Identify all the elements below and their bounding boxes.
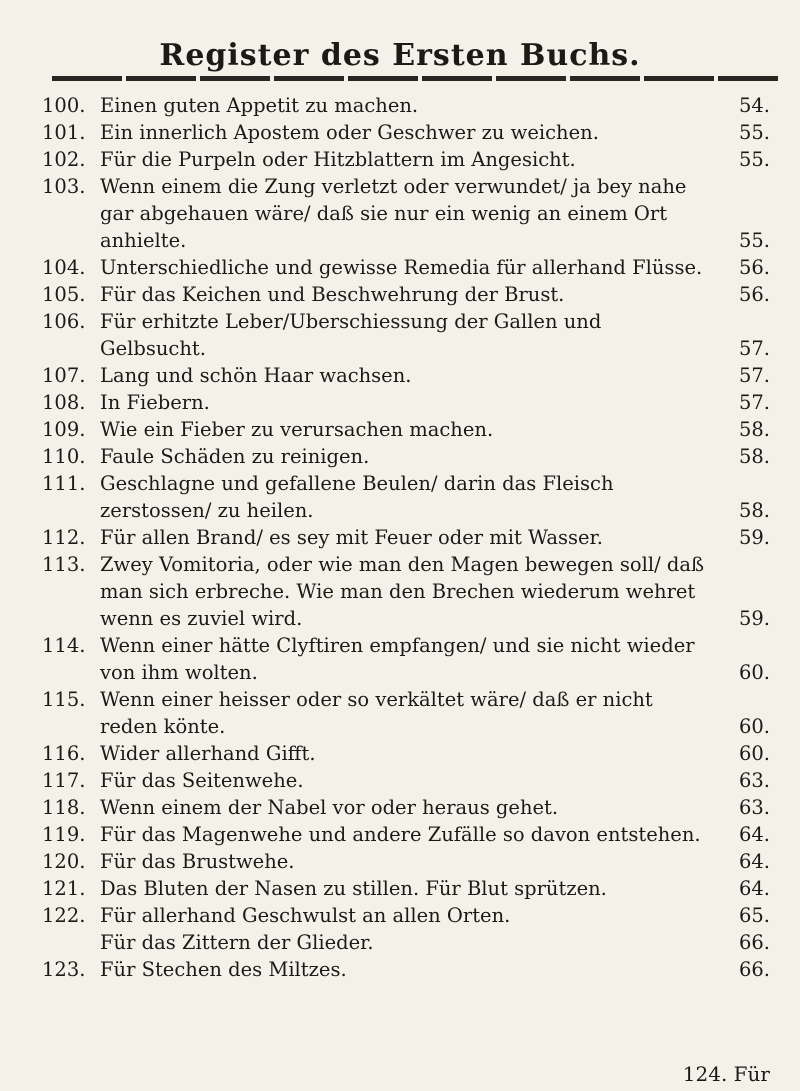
register-entry xyxy=(0,362,800,389)
header-rule xyxy=(52,76,778,81)
register-entry xyxy=(0,146,800,173)
entry-number: 113. xyxy=(42,553,86,576)
register-entry xyxy=(0,794,800,821)
entry-number: 122. xyxy=(42,904,86,927)
entry-text: Zwey Vomitoria, oder wie man den Magen bewegen soll/ daß man sich erbreche. Wie man den Brechen wiederum wehret wenn es zuviel wird. xyxy=(100,553,705,630)
register-entries xyxy=(0,92,800,983)
entry-text: Geschlagne und gefallene Beulen/ darin das Fleisch zerstossen/ zu heilen. xyxy=(100,472,614,522)
register-entry xyxy=(0,767,800,794)
entry-page: 58. xyxy=(738,445,770,468)
entry-number: 123. xyxy=(42,958,86,981)
entry-page: 55. xyxy=(738,121,770,144)
entry-number: 119. xyxy=(42,823,86,846)
register-entry xyxy=(0,875,800,902)
entry-page: 60. xyxy=(738,715,770,738)
register-entry xyxy=(0,173,800,254)
entry-text: Ein innerlich Apostem oder Geschwer zu weichen. xyxy=(100,121,599,144)
entry-text: Wenn einer hätte Clyftiren empfangen/ und sie nicht wieder von ihm wolten. xyxy=(100,634,695,684)
register-entry xyxy=(0,119,800,146)
entry-page: 59. xyxy=(738,607,770,630)
register-entry xyxy=(0,929,800,956)
register-entry xyxy=(0,524,800,551)
entry-page: 55. xyxy=(738,229,770,252)
entry-number: 100. xyxy=(42,94,86,117)
register-entry xyxy=(0,308,800,362)
catchword: 124. Für xyxy=(682,1062,770,1086)
entry-text: Das Bluten der Nasen zu stillen. Für Blut sprützen. xyxy=(100,877,607,900)
page-title: Register des Ersten Buchs. xyxy=(159,38,641,73)
entry-page: 57. xyxy=(738,337,770,360)
entry-number: 114. xyxy=(42,634,86,657)
entry-text: Unterschiedliche und gewisse Remedia für allerhand Flüsse. xyxy=(100,256,703,279)
entry-page: 60. xyxy=(738,661,770,684)
register-entry xyxy=(0,92,800,119)
entry-text: Wenn einem der Nabel vor oder heraus gehet. xyxy=(100,796,559,819)
entry-text: Für allen Brand/ es sey mit Feuer oder mit Wasser. xyxy=(100,526,603,549)
register-entry xyxy=(0,470,800,524)
entry-text: Wenn einem die Zung verletzt oder verwundet/ ja bey nahe gar abgehauen wäre/ daß sie nur ein wenig an einem Ort anhielte. xyxy=(100,175,687,252)
entry-text: Für das Seitenwehe. xyxy=(100,769,304,792)
register-entry xyxy=(0,686,800,740)
entry-number: 110. xyxy=(42,445,86,468)
entry-page: 63. xyxy=(738,769,770,792)
entry-page: 59. xyxy=(738,526,770,549)
register-entry xyxy=(0,740,800,767)
register-entry xyxy=(0,821,800,848)
entry-text: Lang und schön Haar wachsen. xyxy=(100,364,412,387)
register-entry xyxy=(0,551,800,632)
entry-text: Wie ein Fieber zu verursachen machen. xyxy=(100,418,494,441)
entry-text: Für das Zittern der Glieder. xyxy=(100,931,374,954)
register-entry xyxy=(0,632,800,686)
entry-text: Wenn einer heisser oder so verkältet wäre/ daß er nicht reden könte. xyxy=(100,688,653,738)
entry-page: 64. xyxy=(738,823,770,846)
register-entry xyxy=(0,443,800,470)
entry-text: Für das Brustwehe. xyxy=(100,850,295,873)
entry-number: 108. xyxy=(42,391,86,414)
entry-text: Einen guten Appetit zu machen. xyxy=(100,94,419,117)
register-entry xyxy=(0,416,800,443)
entry-text: Für das Keichen und Beschwehrung der Brust. xyxy=(100,283,565,306)
entry-page: 56. xyxy=(738,256,770,279)
entry-number: 104. xyxy=(42,256,86,279)
entry-number: 103. xyxy=(42,175,86,198)
entry-number: 117. xyxy=(42,769,86,792)
entry-page: 57. xyxy=(738,391,770,414)
entry-page: 58. xyxy=(738,418,770,441)
entry-text: Faule Schäden zu reinigen. xyxy=(100,445,370,468)
entry-page: 56. xyxy=(738,283,770,306)
entry-number: 105. xyxy=(42,283,86,306)
entry-text: Für allerhand Geschwulst an allen Orten. xyxy=(100,904,511,927)
entry-text: Für Stechen des Miltzes. xyxy=(100,958,347,981)
entry-page: 64. xyxy=(738,877,770,900)
entry-number: 111. xyxy=(42,472,86,495)
entry-page: 55. xyxy=(738,148,770,171)
entry-number: 101. xyxy=(42,121,86,144)
entry-page: 54. xyxy=(738,94,770,117)
entry-number: 109. xyxy=(42,418,86,441)
entry-page: 63. xyxy=(738,796,770,819)
entry-page: 65. xyxy=(738,904,770,927)
entry-number: 115. xyxy=(42,688,86,711)
entry-text: Für die Purpeln oder Hitzblattern im Angesicht. xyxy=(100,148,576,171)
register-entry xyxy=(0,281,800,308)
entry-number: 120. xyxy=(42,850,86,873)
register-entry xyxy=(0,902,800,929)
entry-text: Für das Magenwehe und andere Zufälle so davon entstehen. xyxy=(100,823,701,846)
entry-text: Für erhitzte Leber/Uberschiessung der Gallen und Gelbsucht. xyxy=(100,310,602,360)
entry-number: 112. xyxy=(42,526,86,549)
entry-number: 118. xyxy=(42,796,86,819)
entry-text: Wider allerhand Gifft. xyxy=(100,742,316,765)
entry-page: 66. xyxy=(738,958,770,981)
register-entry xyxy=(0,848,800,875)
entry-page: 60. xyxy=(738,742,770,765)
entry-page: 58. xyxy=(738,499,770,522)
register-entry xyxy=(0,254,800,281)
entry-text: In Fiebern. xyxy=(100,391,210,414)
register-entry xyxy=(0,956,800,983)
entry-page: 57. xyxy=(738,364,770,387)
entry-page: 64. xyxy=(738,850,770,873)
entry-number: 116. xyxy=(42,742,86,765)
entry-page: 66. xyxy=(738,931,770,954)
entry-number: 107. xyxy=(42,364,86,387)
register-entry xyxy=(0,389,800,416)
entry-number: 102. xyxy=(42,148,86,171)
entry-number: 106. xyxy=(42,310,86,333)
entry-number: 121. xyxy=(42,877,86,900)
